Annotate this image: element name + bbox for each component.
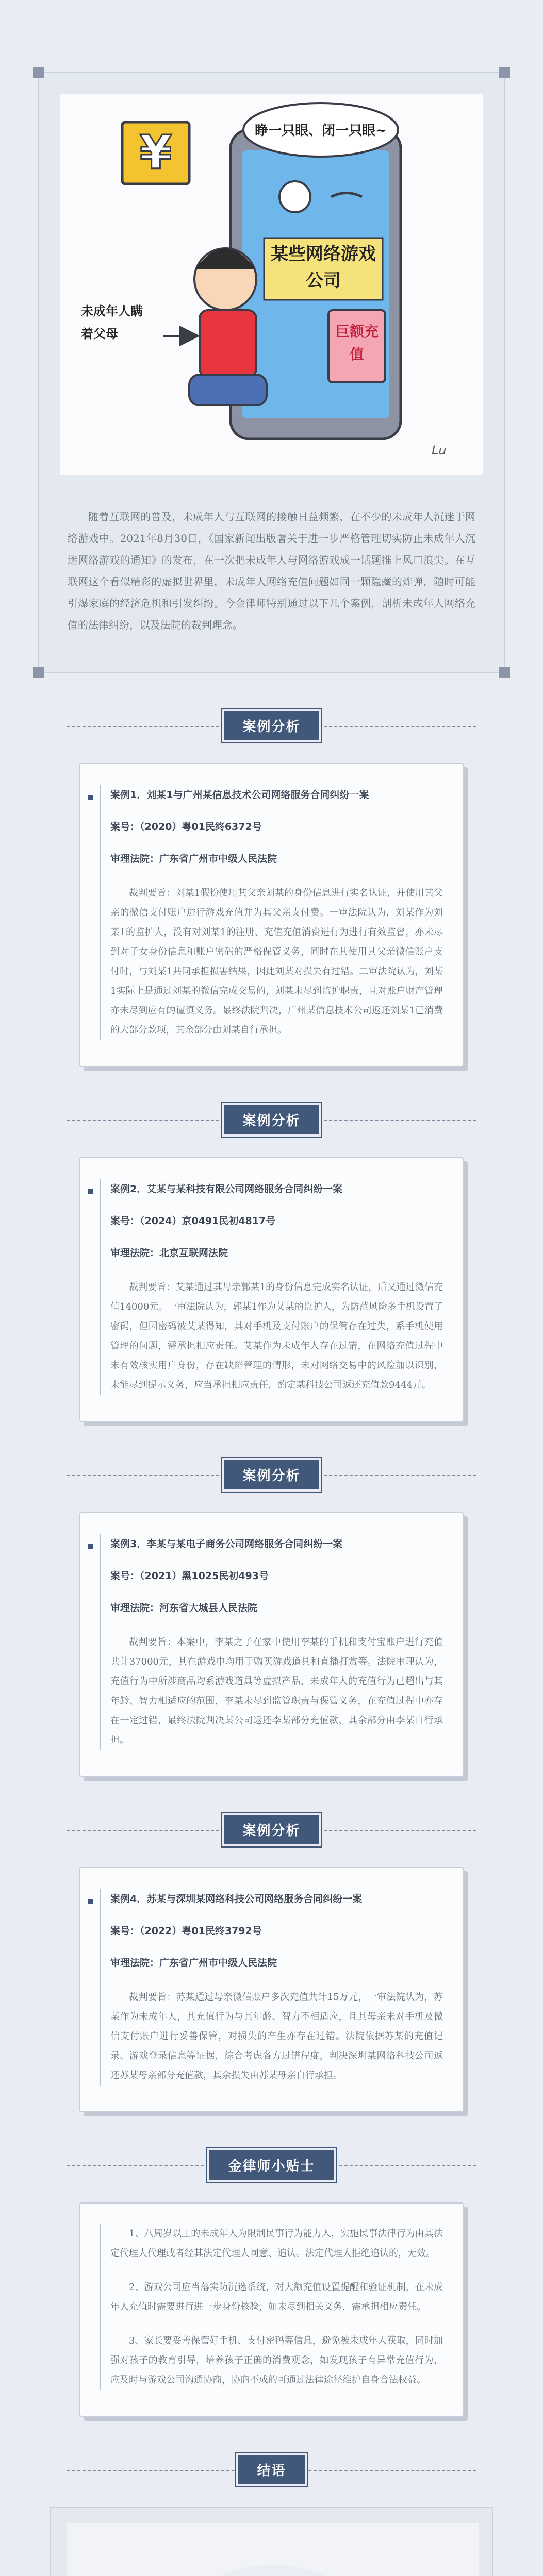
conclusion-svg	[67, 2523, 479, 2576]
eye-icon	[279, 181, 310, 212]
case-card-2	[79, 1157, 464, 1422]
case-card-1	[79, 763, 464, 1067]
case-court: 审理法院：北京互联网法院	[110, 1247, 228, 1259]
case-body: 裁判要旨：艾某通过其母亲郭某1的身份信息完成实名认证，后又通过微信充值14000元。一审法院认为，郭某1作为艾某的监护人，为防范风险多手机设置了密码，但因密码被艾某得知，其对手机及支付账户的保管存在过失，系手机使用管理的问题，需承担相应责任。艾某作为未成年人存在过错，在网络充值过程中未有效核实用户身份，存在缺陷管理的情形，未对网络交易中的风险加以识别，未能尽到提示义务，应当承担相应责任，酌定某科技公司返还充值款9444元。	[110, 1282, 443, 1391]
case-number: 案号：（2024）京0491民初4817号	[110, 1215, 276, 1227]
section-title-case-2	[0, 1103, 543, 1137]
case-title: 案例1．刘某1与广州某信息技术公司网络服务合同纠纷一案	[110, 789, 369, 801]
case-title: 案例2．艾某与某科技有限公司网络服务合同纠纷一案	[110, 1183, 343, 1195]
section-title-case-4	[0, 1813, 543, 1846]
case-card-3	[79, 1512, 464, 1777]
section-title-pill: 案例分析	[222, 1813, 321, 1846]
intro-text: 随着互联网的普及，未成年人与互联网的接触日益频繁，在不少的未成年人沉迷于网络游戏中。2021年8月30日，《国家新闻出版署关于进一步严格管理切实防止未成年人沉迷网络游戏的通知》的发布，在一次把未成年人与网络游戏成一话题推上风口浪尖。在互联网这个看似精彩的虚拟世界里，未成年人网络充值问题如同一颗隐藏的炸弹，随时可能引爆家庭的经济危机和引发纠纷。今金律师特别通过以下几个案例，剖析未成年人网络充值的法律纠纷，以及法院的裁判理念。	[68, 511, 475, 631]
conclusion-frame	[50, 2507, 493, 2576]
case-body: 裁判要旨：刘某1假扮使用其父亲刘某的身份信息进行实名认证，并使用其父亲的微信支付账户进行游戏充值并为其父亲支付费。一审法院认为，刘某作为刘某1的监护人，没有对刘某1的注册、充值充值消费进行为进行有效监督，亦未尽到对子女身份信息和账户密码的严格保管义务，同时在其使用其父亲微信账户支付时，与刘某1共同承担损害结果，因此刘某对损失有过错。二审法院认为，刘某1实际上是通过刘某的微信完成交易的，刘某未尽到监护职责，且对账户财产管理亦未尽到应有的谨慎义务。最终法院判决，广州某信息技术公司返还刘某1已消费的大部分款项，其余部分由刘某自行承担。	[110, 888, 443, 1036]
bullet-icon	[88, 1544, 93, 1549]
hero-illustration	[60, 94, 483, 475]
tip-item: 2、游戏公司应当落实防沉迷系统，对大额充值设置提醒和验证机制，在未成年人充值时需要进行进一步身份核验，如未尽到相关义务，需承担相应责任。	[110, 2282, 443, 2312]
page	[0, 72, 543, 2576]
case-body: 裁判要旨：苏某通过母亲微信账户多次充值共计15万元，一审法院认为，苏某作为未成年人，其充值行为与其年龄、智力不相适应，且其母亲未对手机及微信支付账户进行妥善保管，对损失的产生亦存在过错。法院依据苏某的充值记录、游戏登录信息等证据，综合考虑各方过错程度，判决深圳某网络科技公司返还苏某母亲部分充值款，其余损失由苏某母亲自行承担。	[110, 1992, 443, 2081]
tips-card	[79, 2202, 464, 2417]
case-body: 裁判要旨：本案中，李某之子在家中使用李某的手机和支付宝账户进行充值共计37000元，其在游戏中均用于购买游戏道具和直播打赏等。法院审理认为，充值行为中所涉商品均系游戏道具等虚拟产品，未成年人的充值行为已超出与其年龄、智力相适应的范围，李某未尽到监管职责与保管义务，在充值过程中亦存在一定过错，最终法院判决某公司返还李某部分充值款，其余部分由李某自行承担。	[110, 1637, 443, 1745]
intro-frame	[38, 72, 505, 673]
tip-item: 1、八周岁以上的未成年人为限制民事行为能力人，实施民事法律行为由其法定代理人代理或者经其法定代理人同意、追认。法定代理人拒绝追认的，无效。	[110, 2228, 443, 2259]
section-title-pill: 案例分析	[222, 709, 321, 742]
case-title: 案例3．李某与某电子商务公司网络服务合同纠纷一案	[110, 1538, 343, 1550]
parent-label: 未成年人瞒着父母	[80, 304, 143, 341]
bullet-icon	[88, 795, 93, 800]
section-title-case-1	[0, 709, 543, 742]
case-number: 案号：（2021）黑1025民初493号	[110, 1570, 269, 1582]
case-court: 审理法院：广东省广州市中级人民法院	[110, 853, 277, 865]
case-number: 案号：（2020）粤01民终6372号	[110, 821, 262, 833]
tip-item: 3、家长要妥善保管好手机、支付密码等信息，避免被未成年人获取，同时加强对孩子的教育引导，培养孩子正确的消费观念，如发现孩子有异常充值行为，应及时与游戏公司沟通协商，协商不成的可通过法律途径维护自身合法权益。	[110, 2335, 443, 2385]
section-title-pill: 结语	[236, 2453, 306, 2486]
child-legs-icon	[189, 375, 267, 405]
case-card-4	[79, 1867, 464, 2112]
section-title-pill: 案例分析	[222, 1103, 321, 1137]
currency-symbol: ¥	[139, 126, 172, 180]
company-label: 某些网络游戏公司	[270, 244, 376, 291]
section-title-conclusion	[0, 2453, 543, 2486]
frame-corner	[499, 67, 510, 78]
case-court: 审理法院：广东省广州市中级人民法院	[110, 1957, 277, 1969]
speech-text: 睁一只眼、闭一只眼~	[254, 123, 387, 139]
case-title: 案例4．苏某与深圳某网络科技公司网络服务合同纠纷一案	[110, 1893, 363, 1905]
section-title-case-3	[0, 1458, 543, 1492]
artist-signature: Lu	[431, 443, 447, 457]
section-title-tips	[0, 2148, 543, 2182]
section-title-pill: 金律师小贴士	[207, 2148, 335, 2182]
recharge-card-label: 巨额充值	[335, 323, 379, 363]
bullet-icon	[88, 1899, 93, 1904]
hero-svg	[60, 94, 483, 475]
section-title-pill: 案例分析	[222, 1458, 321, 1492]
case-number: 案号：（2022）粤01民终3792号	[110, 1925, 262, 1937]
frame-corner	[33, 667, 44, 678]
conclusion-illustration	[67, 2523, 479, 2576]
bullet-icon	[88, 1189, 93, 1194]
child-body-icon	[200, 310, 256, 377]
case-court: 审理法院：河东省大城县人民法院	[110, 1602, 258, 1614]
